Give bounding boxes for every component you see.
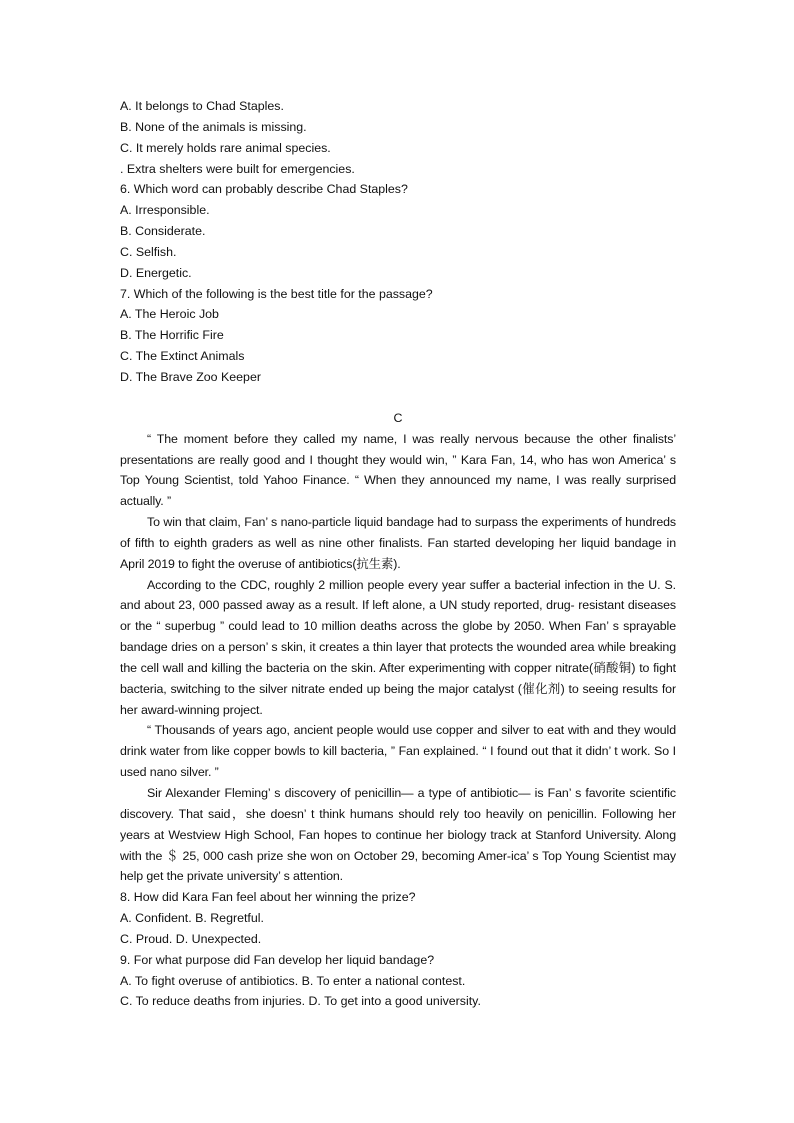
option-line: C. Selfish. (120, 244, 177, 259)
option-line: D. Energetic. (120, 265, 192, 280)
passage-paragraph: “ Thousands of years ago, ancient people would use copper and silver to eat with and they would drink water from like copper bowls to kill bacteria, ” Fan explained. “ I found out that it didn’ t work. So I used nano silver. ” (120, 723, 676, 780)
option-line: A. It belongs to Chad Staples. (120, 99, 284, 113)
passage-paragraph: “ The moment before they called my name, I was really nervous because the other finalists’ presentations are really good and I thought they would win, ” Kara Fan, 14, who has won America’ s Top Young Scientist, told Yahoo Finance. “ When they announced my name, I was really surprised actually. ” (120, 431, 676, 509)
option-line: B. Considerate. (120, 224, 206, 239)
passage-paragraph: According to the CDC, roughly 2 million people every year suffer a bacterial infection in the U. S. and about 23, 000 passed away as a result. If left alone, a UN study reported, drug- resistant diseases or the “ superbug ” could lead to 10 million deaths across the globe by 2050. When Fan’ s sprayable bandage dries on a person’ s skin, it creates a thin layer that protects the wounded area while breaking the cell wall and killing the bacteria on the skin. After experimenting with copper nitrate(硝酸铜) to fight bacteria, switching to the silver nitrate ended up being the major catalyst (催化剂) to seeing results for her award-winning project. (120, 577, 676, 717)
question-8: 8. How did Kara Fan feel about her winning the prize? (120, 890, 416, 905)
option-line: A. The Heroic Job (120, 307, 219, 322)
option-line: C. The Extinct Animals (120, 349, 245, 364)
exam-page (120, 96, 676, 1012)
option-line: C. It merely holds rare animal species. (120, 140, 331, 155)
passage-c (120, 429, 676, 888)
option-line: B. None of the animals is missing. (120, 119, 307, 134)
question-7: 7. Which of the following is the best title for the passage? (120, 286, 433, 301)
passage-paragraph: Sir Alexander Fleming’ s discovery of penicillin— a type of antibiotic— is Fan’ s favorite scientific discovery. That said，she doesn’ t think humans should rely too heavily on penicillin. Following her years at Westview High School, Fan hopes to continue her biology track at Stanford University. Along with the ＄ 25, 000 cash prize she won on October 29, becoming Amer-ica’ s Top Young Scientist may help get the private university’ s attention. (120, 786, 676, 884)
question-options-block-1 (120, 96, 676, 388)
option-line: A. Confident. B. Regretful. (120, 911, 264, 926)
option-line: . Extra shelters were built for emergencies. (120, 161, 355, 176)
section-heading-c: C (393, 410, 403, 425)
passage-paragraph: To win that claim, Fan’ s nano-particle liquid bandage had to surpass the experiments of hundreds of fifth to eighth graders as well as nine other finalists. Fan started developing her liquid bandage in April 2019 to fight the overuse of antibiotics(抗生素). (120, 515, 676, 571)
option-line: B. The Horrific Fire (120, 328, 224, 343)
option-line: D. The Brave Zoo Keeper (120, 369, 261, 384)
question-9: 9. For what purpose did Fan develop her liquid bandage? (120, 952, 435, 967)
option-line: C. Proud. D. Unexpected. (120, 931, 262, 946)
question-6: 6. Which word can probably describe Chad Staples? (120, 182, 408, 197)
option-line: A. To fight overuse of antibiotics. B. To enter a national contest. (120, 973, 466, 988)
option-line: C. To reduce deaths from injuries. D. To get into a good university. (120, 994, 481, 1009)
option-line: A. Irresponsible. (120, 203, 210, 218)
question-options-block-2 (120, 887, 676, 1012)
